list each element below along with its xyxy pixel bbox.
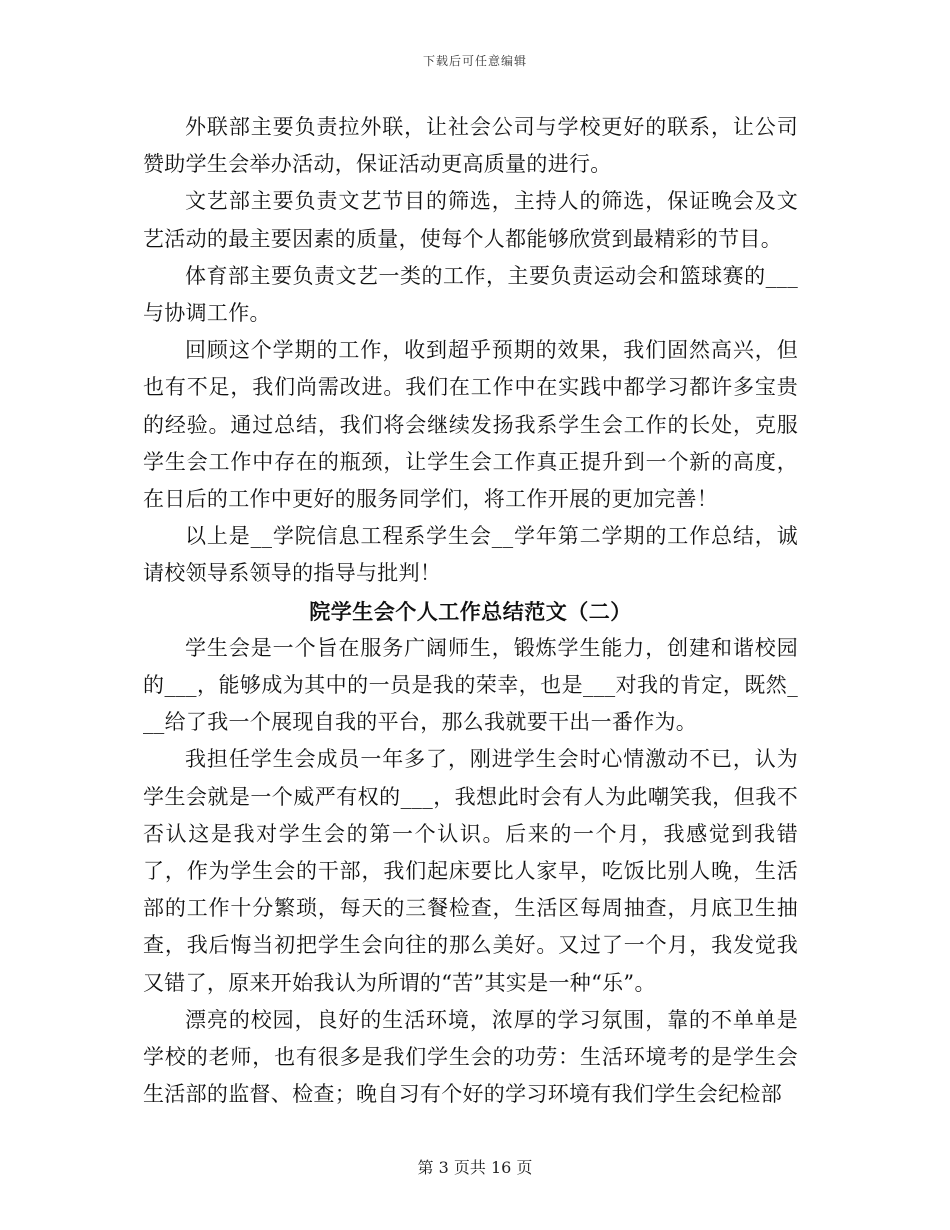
page-number: 第 3 页共 16 页 (417, 1158, 533, 1177)
document-body (143, 109, 798, 1113)
paragraph-conclusion: 以上是__学院信息工程系学生会__学年第二学期的工作总结，诚请校领导系领导的指导与批判！ (143, 524, 798, 586)
paragraph-review: 回顾这个学期的工作，收到超乎预期的效果，我们固然高兴，但也有不足，我们尚需改进。我们在工作中在实践中都学习都许多宝贵的经验。通过总结，我们将会继续发扬我系学生会工作的长处，克服学生会工作中存在的瓶颈，让学生会工作真正提升到一个新的高度，在日后的工作中更好的服务同学们，将工作开展的更加完善！ (143, 338, 798, 512)
page-header-note: 下载后可任意编辑 (422, 54, 527, 68)
paragraph-experience: 我担任学生会成员一年多了，刚进学生会时心情激动不已，认为学生会就是一个威严有权的___，我想此时会有人为此嘲笑我，但我不否认这是我对学生会的第一个认识。后来的一个月，我感觉到我错了，作为学生会的干部，我们起床要比人家早，吃饭比别人晚，生活部的工作十分繁琐，每天的三餐检查，生活区每周抽查，月底卫生抽查，我后悔当初把学生会向往的那么美好。又过了一个月，我发觉我又错了，原来开始我认为所谓的“苦”其实是一种“乐”。 (143, 747, 798, 995)
paragraph-sports-dept: 体育部主要负责文艺一类的工作，主要负责运动会和篮球赛的___与协调工作。 (143, 263, 798, 326)
paragraph-external-relations: 外联部主要负责拉外联，让社会公司与学校更好的联系，让公司赞助学生会举办活动，保证活动更高质量的进行。 (143, 115, 798, 177)
paragraph-intro: 学生会是一个旨在服务广阔师生，锻炼学生能力，创建和谐校园的___，能够成为其中的一员是我的荣幸，也是___对我的肯定，既然___给了我一个展现自我的平台，那么我就要干出一番作为。 (143, 635, 798, 735)
section-title: 院学生会个人工作总结范文（二） (309, 598, 632, 624)
paragraph-campus: 漂亮的校园，良好的生活环境，浓厚的学习氛围，靠的不单单是学校的老师，也有很多是我们学生会的功劳：生活环境考的是学生会生活部的监督、检查；晚自习有个好的学习环境有我们学生会纪检部 (143, 1007, 798, 1107)
paragraph-arts-dept: 文艺部主要负责文艺节目的筛选，主持人的筛选，保证晚会及文艺活动的最主要因素的质量，使每个人都能够欣赏到最精彩的节目。 (143, 189, 798, 251)
